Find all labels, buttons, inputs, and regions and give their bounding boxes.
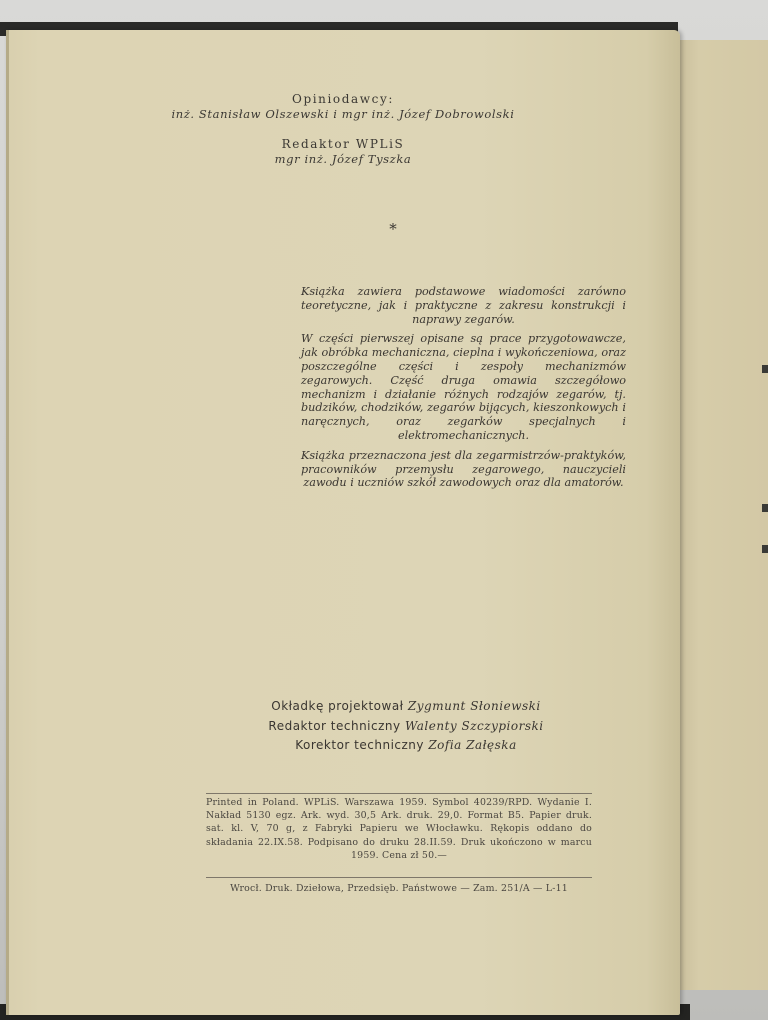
credits-block (196, 697, 616, 756)
underlying-page-mark (762, 545, 768, 553)
editor-heading: Redaktor WPLiS (281, 137, 405, 151)
underlying-page-mark (762, 365, 768, 373)
credit-role: Redaktor techniczny (268, 718, 401, 733)
credit-role: Okładkę projektował (271, 699, 404, 713)
book-description (301, 285, 626, 496)
book-page (6, 30, 680, 1015)
imprint-text: Printed in Poland. WPLiS. Warszawa 1959. Symbol 40239/RPD. Wydanie I. Nakład 5130 egz. Ark. wyd. 30,5 Ark. druk. 29,0. Format B5. Papier druk. sat. kl. V, 70 g, z Fabryki Papieru we Włocławku. Rękopis oddano do składania 22.IX.58. Podpisano do druku 28.II.59. Druk ukończono w marcu 1959. Cena zł 50.— (206, 797, 592, 861)
credit-line-cover (196, 697, 616, 717)
reviewers-heading: Opiniodawcy: (292, 92, 394, 106)
printer-line: Wrocł. Druk. Dziełowa, Przedsięb. Państwowe — Zam. 251/A — L-11 (230, 883, 568, 894)
description-paragraph: Książka zawiera podstawowe wiadomości zarówno teoretyczne, jak i praktyczne z zakresu konstrukcji i naprawy zegarów. (301, 285, 626, 326)
separator-asterisk: * (389, 220, 397, 238)
reviewers-names: inż. Stanisław Olszewski i mgr inż. Józef Dobrowolski (171, 107, 515, 121)
underlying-page (668, 40, 768, 990)
credit-role: Korektor techniczny (295, 738, 425, 752)
credit-line-proofreader (196, 736, 616, 756)
editor-name: mgr inż. Józef Tyszka (274, 152, 412, 166)
credit-line-technical-editor (196, 717, 616, 737)
underlying-page-mark (762, 504, 768, 512)
description-paragraph: W części pierwszej opisane są prace przygotowawcze, jak obróbka mechaniczna, cieplna i wykończeniowa, oraz poszczególne części i zespoły mechanizmów zegarowych. Część druga omawia szczegółowo mechanizm i działanie różnych rodzajów zegarów, tj. budzików, chodzików, zegarów bijących, kieszonkowych i naręcznych, oraz zegarków specjalnych i elektromechanicznych. (301, 332, 626, 442)
imprint-bottom-rule (206, 877, 592, 878)
page-gutter (6, 30, 9, 1015)
credit-name: Zofia Załęska (428, 738, 517, 752)
description-paragraph: Książka przeznaczona jest dla zegarmistrzów-praktyków, pracowników przemysłu zegarowego, nauczycieli zawodu i uczniów szkół zawodowych oraz dla amatorów. (301, 448, 626, 490)
imprint-top-rule (206, 793, 592, 794)
credit-name: Zygmunt Słoniewski (407, 699, 541, 713)
credit-name: Walenty Szczypiorski (404, 718, 544, 733)
